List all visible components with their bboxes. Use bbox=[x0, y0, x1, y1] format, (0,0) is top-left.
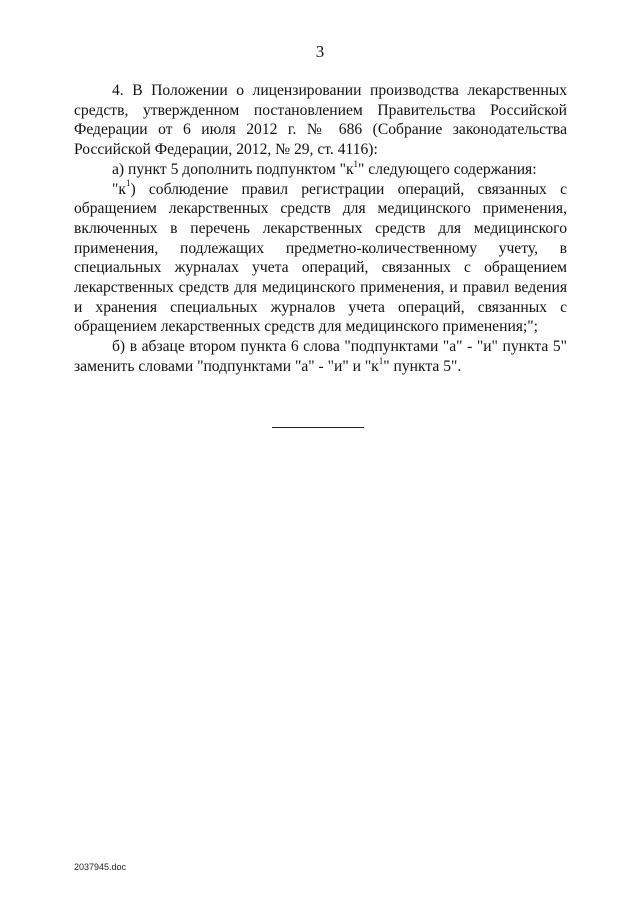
superscript-marker: 1 bbox=[378, 355, 384, 366]
section-divider bbox=[272, 427, 364, 428]
subitem-a-text: а) пункт 5 дополнить подпунктом "к bbox=[112, 160, 354, 178]
superscript-marker: 1 bbox=[125, 178, 131, 189]
paragraph-subitem-a bbox=[74, 160, 567, 180]
document-body bbox=[74, 81, 567, 377]
superscript-marker: 1 bbox=[353, 158, 359, 169]
subitem-a-text-end: " следующего содержания: bbox=[358, 160, 537, 178]
subitem-b-text-end: " пункта 5". bbox=[383, 357, 462, 375]
page-number: 3 bbox=[315, 42, 325, 61]
document-id: 2037945.doc bbox=[74, 862, 127, 872]
subitem-k1-open: "к bbox=[112, 180, 126, 198]
subitem-k1-text: ) соблюдение правил регистрации операций, связанных с обращением лекарственных средств для медицинского применения, включенных в перечень лекарственных средств для медицинского применения, подлежащих предметно-количественному учету, в специальных журналах учета операций, связанных с обращением лекарственных средств для медицинского применения, и правил ведения и хранения специальных журналов учета операций, связанных с обращением лекарственных средств для медицинского применения;"; bbox=[74, 180, 567, 336]
subitem-b-text: б) в абзаце втором пункта 6 слова "подпунктами "а" - "и" пункта 5" заменить словами "подпунктами "а" - "и" и "к bbox=[74, 338, 567, 375]
paragraph-item-4: 4. В Положении о лицензировании производства лекарственных средств, утвержденном постановлением Правительства Российской Федерации от 6 июля 2012 г. № 686 (Собрание законодательства Российской Федерации, 2012, № 29, ст. 4116): bbox=[74, 82, 567, 159]
paragraph-subitem-b bbox=[74, 337, 567, 376]
paragraph-subitem-k1 bbox=[74, 180, 567, 338]
